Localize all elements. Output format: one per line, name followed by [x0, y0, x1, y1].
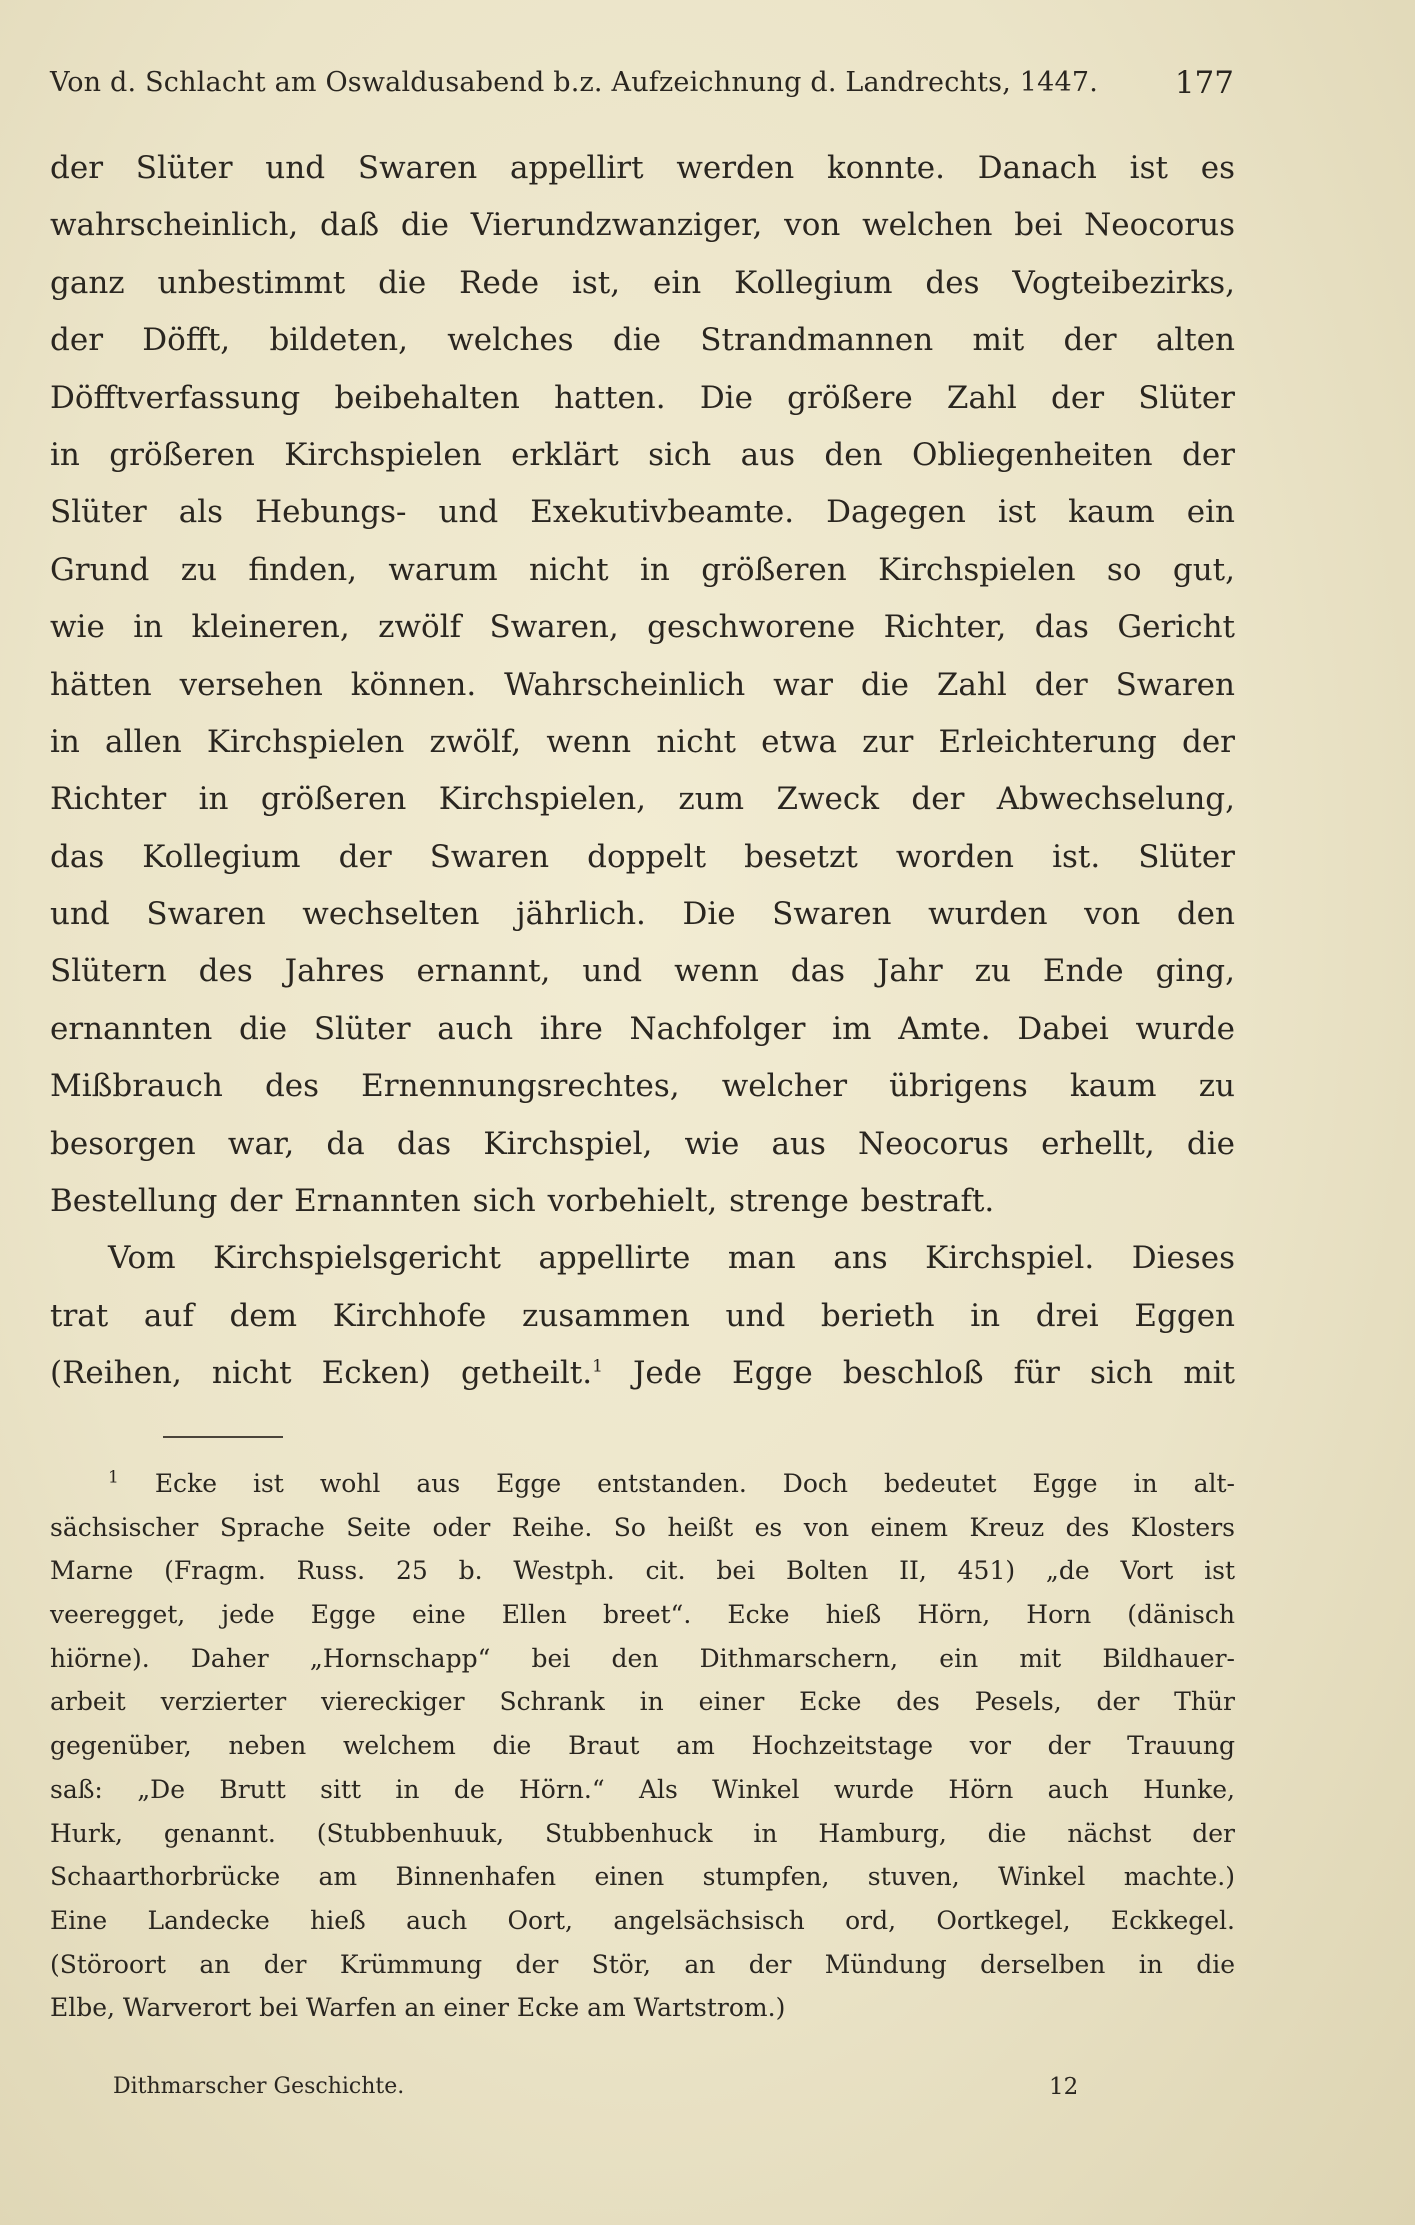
text-line-part: (Reihen, nicht Ecken) getheilt.	[50, 1355, 593, 1392]
text-line	[50, 1345, 1235, 1402]
text-line: ganz unbestimmt die Rede ist, ein Kollegium des Vogteibezirks,	[50, 264, 1235, 301]
text-line: in größeren Kirchspielen erklärt sich aus den Obliegenheiten der	[50, 436, 1235, 473]
text-line: wie in kleineren, zwölf Swaren, geschworene Richter, das Gericht	[50, 609, 1235, 646]
text-line: Grund zu finden, warum nicht in größeren Kirchspielen so gut,	[50, 551, 1235, 588]
footnote	[50, 1462, 1235, 2030]
text-line: trat auf dem Kirchhofe zusammen und berieth in drei Eggen	[50, 1297, 1235, 1334]
text-line: das Kollegium der Swaren doppelt besetzt worden ist. Slüter	[50, 838, 1235, 875]
footnote-line: arbeit verzierter viereckiger Schrank in einer Ecke des Pesels, der Thür	[50, 1687, 1235, 1717]
footnote-separator	[163, 1436, 283, 1438]
text-line-paragraph-start: Vom Kirchspielsgericht appellirte man ans Kirchspiel. Dieses	[108, 1240, 1235, 1277]
text-line: Bestellung der Ernannten sich vorbehielt, strenge bestraft.	[50, 1183, 995, 1220]
text-line: hätten versehen können. Wahrscheinlich war die Zahl der Swaren	[50, 666, 1235, 703]
footnote-line: gegenüber, neben welchem die Braut am Hochzeitstage vor der Trauung	[50, 1731, 1235, 1761]
text-line: Richter in größeren Kirchspielen, zum Zweck der Abwechselung,	[50, 781, 1235, 818]
text-line: besorgen war, da das Kirchspiel, wie aus Neocorus erhellt, die	[50, 1125, 1235, 1162]
sheet-number: 12	[1049, 2074, 1079, 2100]
footnote-marker: 1	[108, 1467, 119, 1488]
footnote-line: hiörne). Daher „Hornschapp“ bei den Dithmarschern, ein mit Bildhauer-	[50, 1643, 1235, 1673]
footnote-line: sächsischer Sprache Seite oder Reihe. So heißt es von einem Kreuz des Klosters	[50, 1512, 1235, 1542]
footnote-reference[interactable]: 1	[592, 1356, 603, 1377]
footnote-line: Eine Landecke hieß auch Oort, angelsächsisch ord, Oortkegel, Eckkegel.	[50, 1905, 1235, 1935]
text-line: Slüter als Hebungs- und Exekutivbeamte. Dagegen ist kaum ein	[50, 494, 1235, 531]
text-line: Döfftverfassung beibehalten hatten. Die größere Zahl der Slüter	[50, 379, 1235, 416]
text-line-part: Jede Egge beschloß für sich mit	[633, 1355, 1235, 1392]
text-line: der Döfft, bildeten, welches die Strandmannen mit der alten	[50, 322, 1235, 359]
footnote-line: Elbe, Warverort bei Warfen an einer Ecke am Wartstrom.)	[50, 1993, 786, 2023]
footnote-line	[50, 1462, 1235, 1506]
text-line: in allen Kirchspielen zwölf, wenn nicht etwa zur Erleichterung der	[50, 723, 1235, 760]
footnote-line-text: Ecke ist wohl aus Egge entstanden. Doch bedeutet Egge in alt-	[154, 1469, 1236, 1498]
page-number: 177	[1174, 65, 1234, 101]
main-text	[50, 140, 1235, 1403]
text-line: wahrscheinlich, daß die Vierundzwanziger, von welchen bei Neocorus	[50, 207, 1235, 244]
printer-signature: Dithmarscher Geschichte.	[113, 2074, 405, 2099]
footnote-line: (Störoort an der Krümmung der Stör, an der Mündung derselben in die	[50, 1949, 1235, 1979]
text-line: Mißbrauch des Ernennungsrechtes, welcher übrigens kaum zu	[50, 1068, 1235, 1105]
running-head: Von d. Schlacht am Oswaldusabend b.z. Aufzeichnung d. Landrechts, 1447.	[50, 67, 1099, 98]
text-line: Slütern des Jahres ernannt, und wenn das Jahr zu Ende ging,	[50, 953, 1235, 990]
text-line: und Swaren wechselten jährlich. Die Swaren wurden von den	[50, 896, 1235, 933]
footnote-line: saß: „De Brutt sitt in de Hörn.“ Als Winkel wurde Hörn auch Hunke,	[50, 1774, 1235, 1804]
footnote-line: Marne (Fragm. Russ. 25 b. Westph. cit. bei Bolten II, 451) „de Vort ist	[50, 1556, 1235, 1586]
text-line: ernannten die Slüter auch ihre Nachfolger im Amte. Dabei wurde	[50, 1010, 1235, 1047]
text-line: der Slüter und Swaren appellirt werden konnte. Danach ist es	[50, 150, 1235, 186]
footnote-line: Schaarthorbrücke am Binnenhafen einen stumpfen, stuven, Winkel machte.)	[50, 1862, 1235, 1892]
footnote-line: veeregget, jede Egge eine Ellen breet“. Ecke hieß Hörn, Horn (dänisch	[50, 1600, 1235, 1630]
footnote-line: Hurk, genannt. (Stubbenhuuk, Stubbenhuck in Hamburg, die nächst der	[50, 1818, 1235, 1848]
